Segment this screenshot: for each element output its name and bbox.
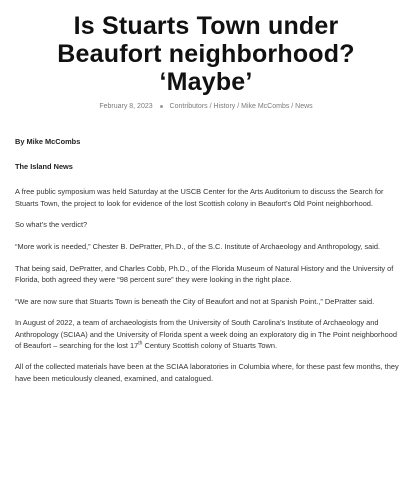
ordinal-suffix: th	[138, 340, 143, 347]
paragraph-3: “More work is needed,” Chester B. DePratter, Ph.D., of the S.C. Institute of Archaeology and Anthropology, said.	[15, 242, 381, 252]
article-meta	[0, 102, 412, 111]
publish-date: February 8, 2023	[99, 103, 153, 110]
meta-separator-dot	[160, 105, 163, 108]
paragraph-7: All of the collected materials have been at the SCIAA laboratories in Columbia where, for these past few months, they have been meticulously cleaned, examined, and catalogued.	[15, 362, 399, 383]
article-title	[0, 12, 412, 96]
article-body	[15, 136, 405, 394]
author-byline: By Mike McCombs	[15, 137, 81, 146]
title-line-1: Is Stuarts Town under	[73, 12, 339, 40]
paragraph-4: That being said, DePratter, and Charles Cobb, Ph.D., of the Florida Museum of Natural History and the University of Florida, both agreed they were “98 percent sure” they were looking in the right place.	[15, 263, 394, 284]
paragraph-6-text-b: Century Scottish colony of Stuarts Town.	[142, 340, 278, 350]
paragraph-6	[15, 317, 405, 351]
publication-name: The Island News	[15, 162, 73, 172]
title-line-2: Beaufort neighborhood?	[57, 40, 355, 68]
paragraph-1: A free public symposium was held Saturday at the USCB Center for the Arts Auditorium to discuss the Search for Stuarts Town, the project to look for evidence of the lost Scottish colony in Beaufort’s Old Point neighborhood.	[15, 187, 384, 208]
category-links[interactable]: Contributors / History / Mike McCombs / News	[169, 103, 313, 110]
paragraph-2: So what’s the verdict?	[15, 220, 88, 230]
paragraph-6-text-a: In August of 2022, a team of archaeologists from the University of South Carolina’s Institute of Archaeology and Anthropology (SCIAA) and the University of Florida spent a week doing an exploratory dig in The Point neighborhood of Beaufort – searching for the lost 17	[15, 318, 397, 350]
title-line-3: ‘Maybe’	[159, 68, 253, 96]
paragraph-5: “We are now sure that Stuarts Town is beneath the City of Beaufort and not at Spanish Point.,” DePratter said.	[15, 296, 375, 306]
